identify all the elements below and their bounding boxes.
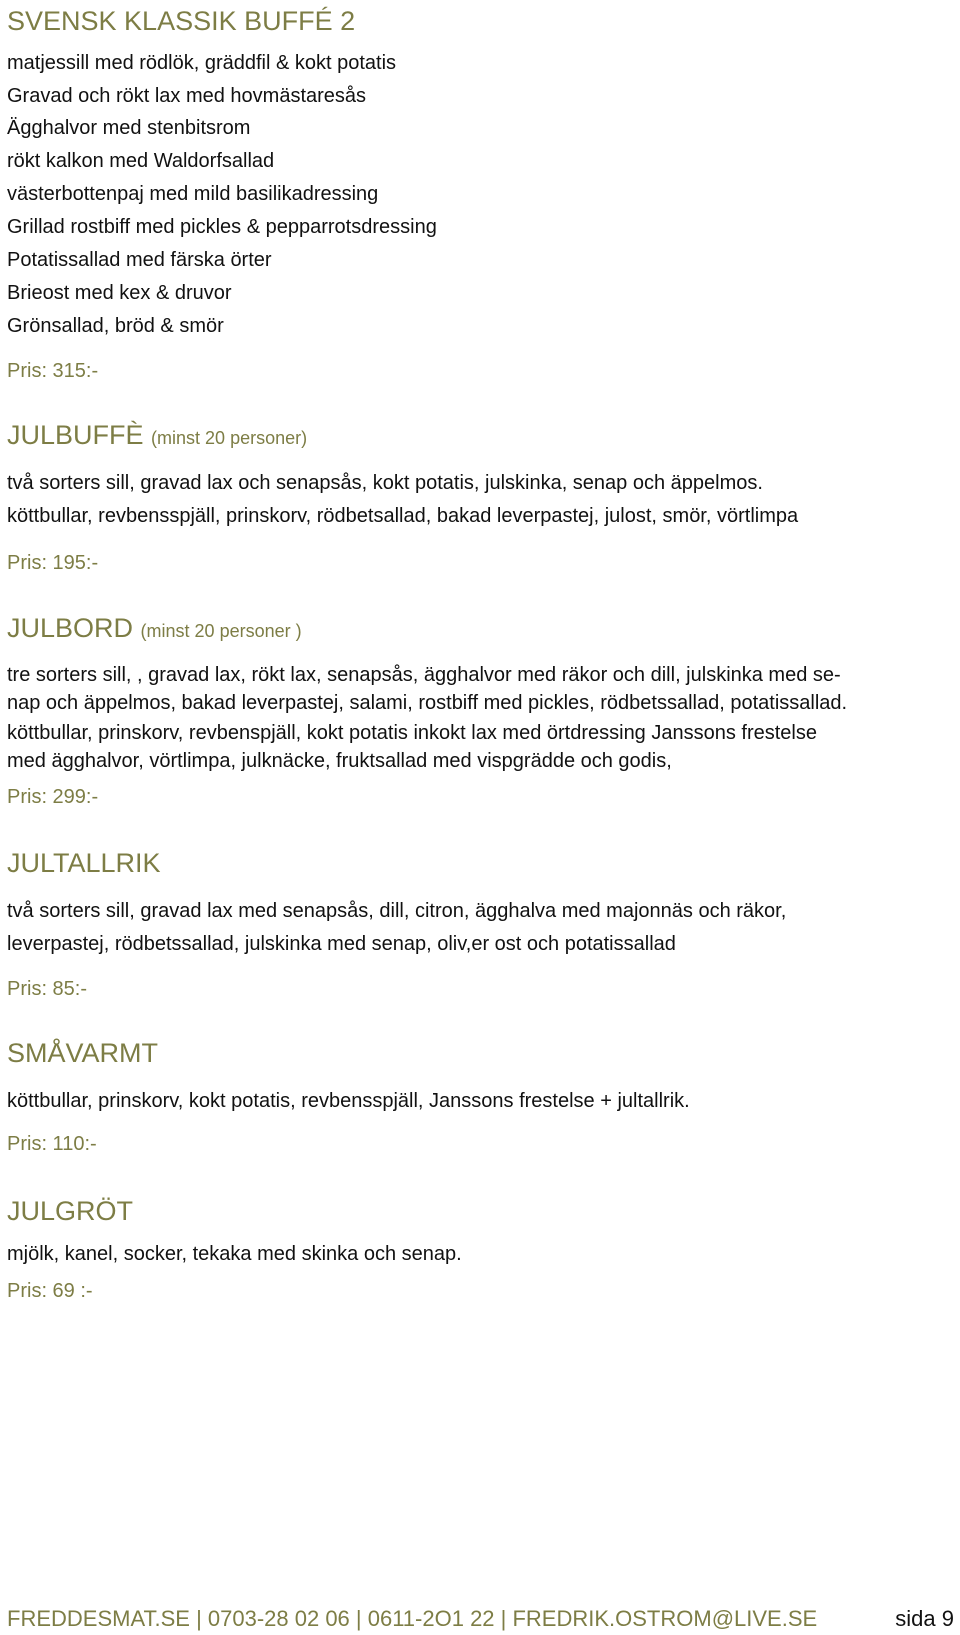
description-line: två sorters sill, gravad lax med senapsås, dill, citron, ägghalva med majonnäs och räkor,	[7, 900, 787, 922]
menu-item: Ägghalvor med stenbitsrom	[7, 117, 251, 139]
julbord-subtitle: (minst 20 personer )	[140, 621, 302, 641]
page-number: sida 9	[895, 1606, 954, 1631]
menu-item: Gravad och rökt lax med hovmästaresås	[7, 85, 367, 107]
price-julgrot: Pris: 69 :-	[7, 1280, 93, 1302]
menu-item: Brieost med kex & druvor	[7, 282, 232, 304]
section-title-klassik: SVENSK KLASSIK BUFFÉ 2	[7, 6, 356, 36]
julbord-title: JULBORD	[7, 613, 134, 643]
menu-item: västerbottenpaj med mild basilikadressing	[7, 183, 379, 205]
price-smavarmt: Pris: 110:-	[7, 1133, 97, 1155]
menu-item: rökt kalkon med Waldorfsallad	[7, 150, 275, 172]
section-title-julgrot: JULGRÖT	[7, 1196, 134, 1226]
description-line: köttbullar, revbensspjäll, prinskorv, rödbetsallad, bakad leverpastej, julost, smör, vörtlimpa	[7, 505, 799, 527]
page-footer	[7, 1606, 954, 1634]
description-line: leverpastej, rödbetssallad, julskinka med senap, oliv,er ost och potatissallad	[7, 933, 676, 955]
section-title-julbuffe	[7, 420, 307, 451]
menu-item: Potatissallad med färska örter	[7, 249, 272, 271]
section-title-julbord	[7, 613, 302, 644]
description-line: tre sorters sill, , gravad lax, rökt lax, senapsås, ägghalvor med räkor och dill, julskinka med se-	[7, 664, 841, 686]
description-line: mjölk, kanel, socker, tekaka med skinka och senap.	[7, 1243, 462, 1265]
footer-contact: FREDDESMAT.SE | 0703-28 02 06 | 0611-2O1 22 | FREDRIK.OSTROM@LIVE.SE	[7, 1606, 818, 1631]
julbuffe-title: JULBUFFÈ	[7, 420, 144, 450]
menu-item: matjessill med rödlök, gräddfil & kokt potatis	[7, 52, 397, 74]
price-klassik: Pris: 315:-	[7, 360, 99, 382]
description-line: köttbullar, prinskorv, revbenspjäll, kokt potatis inkokt lax med örtdressing Janssons frestelse	[7, 722, 817, 744]
description-line: med ägghalvor, vörtlimpa, julknäcke, fruktsallad med vispgrädde och godis,	[7, 750, 672, 772]
price-julbord: Pris: 299:-	[7, 786, 99, 808]
price-jultallrik: Pris: 85:-	[7, 978, 88, 1000]
description-line: köttbullar, prinskorv, kokt potatis, revbensspjäll, Janssons frestelse + jultallrik.	[7, 1090, 690, 1112]
julbuffe-subtitle: (minst 20 personer)	[151, 428, 308, 448]
section-title-jultallrik: JULTALLRIK	[7, 848, 161, 878]
description-line: nap och äppelmos, bakad leverpastej, salami, rostbiff med pickles, rödbetssallad, potatissallad.	[7, 692, 848, 714]
description-line: två sorters sill, gravad lax och senapsås, kokt potatis, julskinka, senap och äppelmos.	[7, 472, 763, 494]
menu-item: Grillad rostbiff med pickles & pepparrotsdressing	[7, 216, 437, 238]
section-title-smavarmt: SMÅVARMT	[7, 1038, 159, 1068]
price-julbuffe: Pris: 195:-	[7, 552, 99, 574]
menu-item: Grönsallad, bröd & smör	[7, 315, 224, 337]
